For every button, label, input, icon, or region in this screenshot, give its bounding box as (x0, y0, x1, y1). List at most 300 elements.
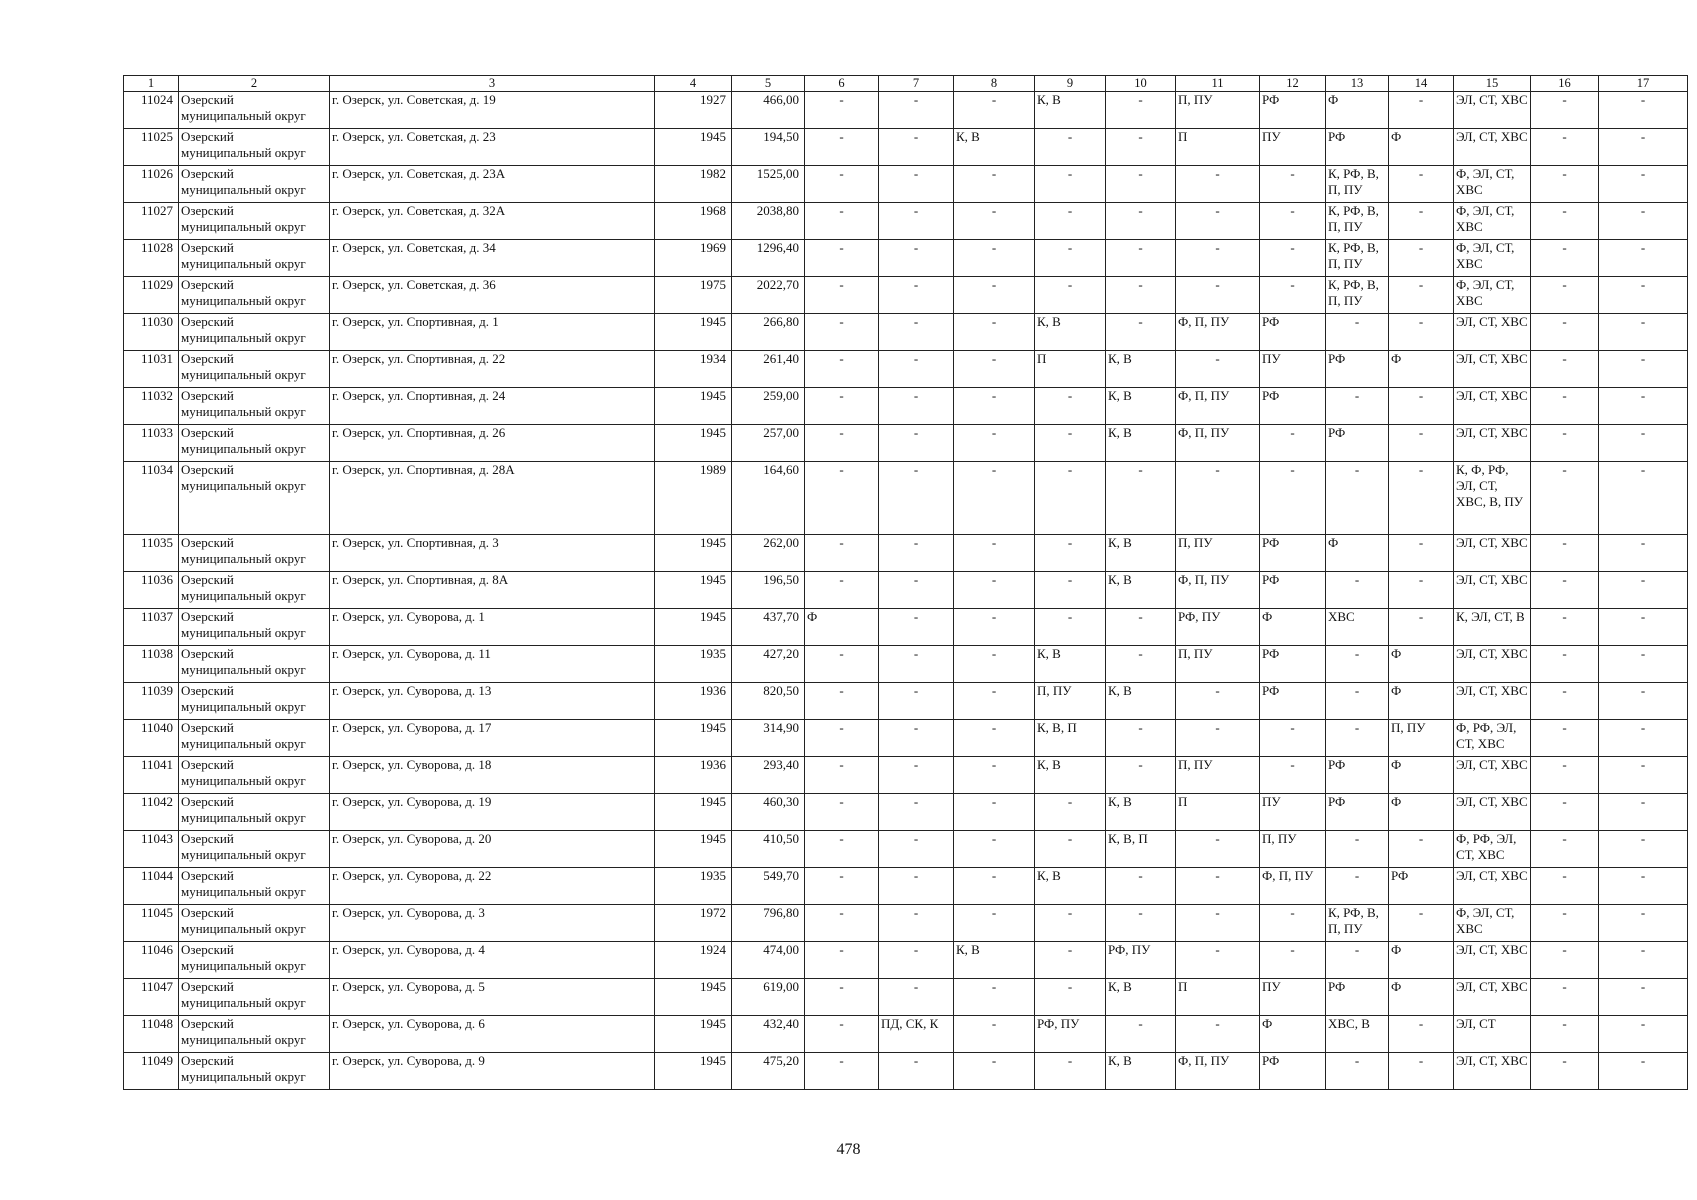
cell-col-13: РФ (1326, 757, 1389, 794)
cell-col-8: - (954, 388, 1035, 425)
cell-col-5: 432,40 (732, 1016, 805, 1053)
cell-col-8: - (954, 1016, 1035, 1053)
cell-col-3: г. Озерск, ул. Советская, д. 23 (330, 129, 655, 166)
cell-col-6: - (805, 277, 879, 314)
cell-col-12: Ф (1260, 1016, 1326, 1053)
cell-col-3: г. Озерск, ул. Суворова, д. 9 (330, 1053, 655, 1090)
cell-col-9: - (1035, 979, 1106, 1016)
cell-col-4: 1945 (655, 1016, 732, 1053)
cell-col-14: - (1389, 425, 1454, 462)
cell-col-13: - (1326, 388, 1389, 425)
cell-col-13: Ф (1326, 92, 1389, 129)
cell-col-11: Ф, П, ПУ (1176, 572, 1260, 609)
cell-col-12: - (1260, 462, 1326, 535)
cell-col-8: - (954, 535, 1035, 572)
cell-col-7: - (879, 351, 954, 388)
cell-col-13: ХВС, В (1326, 1016, 1389, 1053)
cell-col-7: - (879, 203, 954, 240)
cell-col-1: 11047 (124, 979, 179, 1016)
cell-col-8: - (954, 720, 1035, 757)
cell-col-13: - (1326, 868, 1389, 905)
cell-col-9: - (1035, 535, 1106, 572)
cell-col-16: - (1531, 277, 1599, 314)
cell-col-11: - (1176, 240, 1260, 277)
cell-col-10: К, В (1106, 388, 1176, 425)
column-header-13: 13 (1326, 76, 1389, 92)
cell-col-12: ПУ (1260, 351, 1326, 388)
cell-col-1: 11045 (124, 905, 179, 942)
cell-col-14: Ф (1389, 646, 1454, 683)
cell-col-5: 293,40 (732, 757, 805, 794)
cell-col-7: - (879, 794, 954, 831)
cell-col-6: - (805, 683, 879, 720)
cell-col-4: 1935 (655, 868, 732, 905)
cell-col-8: К, В (954, 129, 1035, 166)
table-row (124, 240, 1688, 277)
cell-col-14: - (1389, 462, 1454, 535)
cell-col-4: 1945 (655, 609, 732, 646)
cell-col-15: Ф, РФ, ЭЛ, СТ, ХВС (1454, 831, 1531, 868)
cell-col-15: Ф, ЭЛ, СТ, ХВС (1454, 277, 1531, 314)
cell-col-5: 427,20 (732, 646, 805, 683)
cell-col-12: РФ (1260, 92, 1326, 129)
cell-col-15: Ф, ЭЛ, СТ, ХВС (1454, 905, 1531, 942)
cell-col-12: РФ (1260, 683, 1326, 720)
cell-col-9: - (1035, 905, 1106, 942)
table-row (124, 646, 1688, 683)
cell-col-13: РФ (1326, 129, 1389, 166)
cell-col-5: 437,70 (732, 609, 805, 646)
cell-col-14: - (1389, 277, 1454, 314)
cell-col-1: 11030 (124, 314, 179, 351)
cell-col-9: - (1035, 831, 1106, 868)
cell-col-16: - (1531, 462, 1599, 535)
cell-col-1: 11037 (124, 609, 179, 646)
cell-col-15: Ф, ЭЛ, СТ, ХВС (1454, 166, 1531, 203)
cell-col-11: П (1176, 979, 1260, 1016)
cell-col-15: К, Ф, РФ, ЭЛ, СТ, ХВС, В, ПУ (1454, 462, 1531, 535)
cell-col-1: 11026 (124, 166, 179, 203)
cell-col-14: П, ПУ (1389, 720, 1454, 757)
table-row (124, 905, 1688, 942)
cell-col-7: - (879, 942, 954, 979)
cell-col-9: - (1035, 794, 1106, 831)
column-header-1: 1 (124, 76, 179, 92)
cell-col-13: РФ (1326, 979, 1389, 1016)
cell-col-10: - (1106, 868, 1176, 905)
column-header-14: 14 (1389, 76, 1454, 92)
cell-col-9: - (1035, 942, 1106, 979)
cell-col-16: - (1531, 1053, 1599, 1090)
cell-col-2: Озерский муниципальный округ (179, 942, 330, 979)
cell-col-14: - (1389, 905, 1454, 942)
cell-col-5: 820,50 (732, 683, 805, 720)
cell-col-17: - (1599, 425, 1688, 462)
cell-col-12: - (1260, 942, 1326, 979)
cell-col-17: - (1599, 277, 1688, 314)
cell-col-13: - (1326, 572, 1389, 609)
cell-col-12: ПУ (1260, 129, 1326, 166)
cell-col-9: - (1035, 277, 1106, 314)
cell-col-16: - (1531, 609, 1599, 646)
cell-col-2: Озерский муниципальный округ (179, 129, 330, 166)
cell-col-15: ЭЛ, СТ, ХВС (1454, 314, 1531, 351)
cell-col-1: 11033 (124, 425, 179, 462)
cell-col-1: 11046 (124, 942, 179, 979)
cell-col-13: К, РФ, В, П, ПУ (1326, 277, 1389, 314)
cell-col-12: Ф, П, ПУ (1260, 868, 1326, 905)
table-row (124, 462, 1688, 535)
cell-col-5: 619,00 (732, 979, 805, 1016)
cell-col-9: - (1035, 462, 1106, 535)
cell-col-13: К, РФ, В, П, ПУ (1326, 240, 1389, 277)
cell-col-11: РФ, ПУ (1176, 609, 1260, 646)
cell-col-13: РФ (1326, 794, 1389, 831)
cell-col-4: 1968 (655, 203, 732, 240)
column-header-10: 10 (1106, 76, 1176, 92)
cell-col-16: - (1531, 1016, 1599, 1053)
cell-col-11: - (1176, 277, 1260, 314)
cell-col-11: Ф, П, ПУ (1176, 425, 1260, 462)
cell-col-4: 1982 (655, 166, 732, 203)
table-row (124, 203, 1688, 240)
cell-col-6: - (805, 942, 879, 979)
cell-col-4: 1945 (655, 388, 732, 425)
cell-col-14: Ф (1389, 351, 1454, 388)
cell-col-15: Ф, ЭЛ, СТ, ХВС (1454, 203, 1531, 240)
cell-col-6: - (805, 646, 879, 683)
cell-col-9: К, В (1035, 757, 1106, 794)
cell-col-12: РФ (1260, 646, 1326, 683)
cell-col-15: ЭЛ, СТ, ХВС (1454, 646, 1531, 683)
cell-col-11: П (1176, 129, 1260, 166)
cell-col-13: Ф (1326, 535, 1389, 572)
cell-col-17: - (1599, 646, 1688, 683)
table-row (124, 92, 1688, 129)
cell-col-11: Ф, П, ПУ (1176, 314, 1260, 351)
table-row (124, 757, 1688, 794)
cell-col-6: - (805, 1053, 879, 1090)
cell-col-6: - (805, 572, 879, 609)
cell-col-12: РФ (1260, 535, 1326, 572)
table-row (124, 1053, 1688, 1090)
cell-col-5: 460,30 (732, 794, 805, 831)
cell-col-1: 11028 (124, 240, 179, 277)
cell-col-7: - (879, 240, 954, 277)
cell-col-6: - (805, 240, 879, 277)
cell-col-2: Озерский муниципальный округ (179, 831, 330, 868)
cell-col-16: - (1531, 129, 1599, 166)
cell-col-12: РФ (1260, 314, 1326, 351)
cell-col-16: - (1531, 757, 1599, 794)
cell-col-10: - (1106, 462, 1176, 535)
cell-col-13: - (1326, 1053, 1389, 1090)
cell-col-4: 1975 (655, 277, 732, 314)
cell-col-3: г. Озерск, ул. Спортивная, д. 3 (330, 535, 655, 572)
cell-col-15: К, ЭЛ, СТ, В (1454, 609, 1531, 646)
cell-col-4: 1945 (655, 831, 732, 868)
cell-col-9: К, В (1035, 314, 1106, 351)
cell-col-3: г. Озерск, ул. Спортивная, д. 28А (330, 462, 655, 535)
cell-col-2: Озерский муниципальный округ (179, 462, 330, 535)
cell-col-12: РФ (1260, 388, 1326, 425)
cell-col-10: К, В (1106, 979, 1176, 1016)
cell-col-12: - (1260, 905, 1326, 942)
cell-col-1: 11041 (124, 757, 179, 794)
cell-col-2: Озерский муниципальный округ (179, 203, 330, 240)
cell-col-2: Озерский муниципальный округ (179, 166, 330, 203)
cell-col-11: - (1176, 351, 1260, 388)
cell-col-10: - (1106, 905, 1176, 942)
cell-col-7: - (879, 388, 954, 425)
cell-col-12: РФ (1260, 1053, 1326, 1090)
cell-col-17: - (1599, 979, 1688, 1016)
cell-col-16: - (1531, 646, 1599, 683)
registry-table-sheet (123, 75, 1667, 1090)
cell-col-14: - (1389, 314, 1454, 351)
cell-col-7: ПД, СК, К (879, 1016, 954, 1053)
cell-col-1: 11034 (124, 462, 179, 535)
table-row (124, 535, 1688, 572)
cell-col-10: - (1106, 240, 1176, 277)
cell-col-7: - (879, 462, 954, 535)
table-row (124, 683, 1688, 720)
cell-col-13: - (1326, 646, 1389, 683)
cell-col-12: Ф (1260, 609, 1326, 646)
cell-col-5: 266,80 (732, 314, 805, 351)
cell-col-16: - (1531, 905, 1599, 942)
cell-col-10: - (1106, 609, 1176, 646)
cell-col-14: - (1389, 388, 1454, 425)
cell-col-14: - (1389, 1016, 1454, 1053)
cell-col-4: 1945 (655, 979, 732, 1016)
cell-col-10: - (1106, 720, 1176, 757)
cell-col-4: 1935 (655, 646, 732, 683)
cell-col-5: 1525,00 (732, 166, 805, 203)
cell-col-16: - (1531, 535, 1599, 572)
cell-col-7: - (879, 683, 954, 720)
cell-col-10: - (1106, 92, 1176, 129)
cell-col-3: г. Озерск, ул. Спортивная, д. 1 (330, 314, 655, 351)
cell-col-10: РФ, ПУ (1106, 942, 1176, 979)
cell-col-14: - (1389, 1053, 1454, 1090)
cell-col-4: 1934 (655, 351, 732, 388)
cell-col-10: К, В (1106, 351, 1176, 388)
cell-col-12: ПУ (1260, 794, 1326, 831)
column-header-8: 8 (954, 76, 1035, 92)
cell-col-10: К, В (1106, 572, 1176, 609)
cell-col-9: К, В (1035, 868, 1106, 905)
cell-col-16: - (1531, 388, 1599, 425)
cell-col-7: - (879, 314, 954, 351)
cell-col-1: 11049 (124, 1053, 179, 1090)
page-number: 478 (836, 1141, 861, 1158)
cell-col-4: 1945 (655, 794, 732, 831)
cell-col-7: - (879, 646, 954, 683)
cell-col-2: Озерский муниципальный округ (179, 351, 330, 388)
cell-col-10: - (1106, 166, 1176, 203)
cell-col-13: - (1326, 831, 1389, 868)
cell-col-17: - (1599, 129, 1688, 166)
cell-col-17: - (1599, 314, 1688, 351)
cell-col-13: - (1326, 720, 1389, 757)
cell-col-8: - (954, 1053, 1035, 1090)
cell-col-6: Ф (805, 609, 879, 646)
cell-col-4: 1924 (655, 942, 732, 979)
cell-col-15: ЭЛ, СТ, ХВС (1454, 92, 1531, 129)
cell-col-15: ЭЛ, СТ, ХВС (1454, 868, 1531, 905)
cell-col-12: ПУ (1260, 979, 1326, 1016)
cell-col-16: - (1531, 166, 1599, 203)
cell-col-7: - (879, 129, 954, 166)
cell-col-11: - (1176, 905, 1260, 942)
cell-col-5: 196,50 (732, 572, 805, 609)
cell-col-4: 1936 (655, 757, 732, 794)
cell-col-1: 11042 (124, 794, 179, 831)
cell-col-2: Озерский муниципальный округ (179, 277, 330, 314)
table-row (124, 979, 1688, 1016)
cell-col-12: - (1260, 203, 1326, 240)
cell-col-17: - (1599, 609, 1688, 646)
cell-col-7: - (879, 609, 954, 646)
cell-col-14: - (1389, 831, 1454, 868)
cell-col-9: - (1035, 388, 1106, 425)
cell-col-8: - (954, 609, 1035, 646)
cell-col-2: Озерский муниципальный округ (179, 757, 330, 794)
cell-col-16: - (1531, 979, 1599, 1016)
cell-col-6: - (805, 535, 879, 572)
table-row (124, 1016, 1688, 1053)
cell-col-14: - (1389, 166, 1454, 203)
column-header-15: 15 (1454, 76, 1531, 92)
cell-col-11: П, ПУ (1176, 92, 1260, 129)
cell-col-2: Озерский муниципальный округ (179, 868, 330, 905)
column-header-5: 5 (732, 76, 805, 92)
table-row (124, 166, 1688, 203)
cell-col-7: - (879, 868, 954, 905)
cell-col-10: - (1106, 277, 1176, 314)
cell-col-2: Озерский муниципальный округ (179, 905, 330, 942)
cell-col-8: - (954, 462, 1035, 535)
cell-col-13: - (1326, 462, 1389, 535)
cell-col-14: Ф (1389, 794, 1454, 831)
cell-col-4: 1989 (655, 462, 732, 535)
cell-col-7: - (879, 277, 954, 314)
cell-col-7: - (879, 1053, 954, 1090)
cell-col-1: 11040 (124, 720, 179, 757)
cell-col-6: - (805, 388, 879, 425)
cell-col-11: - (1176, 203, 1260, 240)
cell-col-7: - (879, 92, 954, 129)
table-row (124, 942, 1688, 979)
column-header-7: 7 (879, 76, 954, 92)
cell-col-13: К, РФ, В, П, ПУ (1326, 905, 1389, 942)
cell-col-14: Ф (1389, 129, 1454, 166)
cell-col-9: К, В, П (1035, 720, 1106, 757)
cell-col-2: Озерский муниципальный округ (179, 572, 330, 609)
cell-col-3: г. Озерск, ул. Суворова, д. 1 (330, 609, 655, 646)
cell-col-9: - (1035, 1053, 1106, 1090)
cell-col-5: 194,50 (732, 129, 805, 166)
cell-col-11: - (1176, 868, 1260, 905)
cell-col-16: - (1531, 203, 1599, 240)
cell-col-8: - (954, 203, 1035, 240)
cell-col-3: г. Озерск, ул. Суворова, д. 5 (330, 979, 655, 1016)
cell-col-11: Ф, П, ПУ (1176, 388, 1260, 425)
cell-col-15: ЭЛ, СТ, ХВС (1454, 794, 1531, 831)
cell-col-1: 11044 (124, 868, 179, 905)
cell-col-1: 11039 (124, 683, 179, 720)
cell-col-3: г. Озерск, ул. Советская, д. 19 (330, 92, 655, 129)
cell-col-5: 261,40 (732, 351, 805, 388)
cell-col-14: РФ (1389, 868, 1454, 905)
cell-col-10: - (1106, 757, 1176, 794)
cell-col-16: - (1531, 794, 1599, 831)
cell-col-9: К, В (1035, 646, 1106, 683)
cell-col-5: 549,70 (732, 868, 805, 905)
cell-col-6: - (805, 203, 879, 240)
cell-col-3: г. Озерск, ул. Суворова, д. 20 (330, 831, 655, 868)
cell-col-7: - (879, 535, 954, 572)
cell-col-6: - (805, 351, 879, 388)
cell-col-6: - (805, 462, 879, 535)
cell-col-15: ЭЛ, СТ, ХВС (1454, 129, 1531, 166)
cell-col-4: 1945 (655, 535, 732, 572)
cell-col-15: ЭЛ, СТ (1454, 1016, 1531, 1053)
table-body (124, 92, 1688, 1090)
cell-col-2: Озерский муниципальный округ (179, 609, 330, 646)
cell-col-15: ЭЛ, СТ, ХВС (1454, 942, 1531, 979)
cell-col-14: Ф (1389, 683, 1454, 720)
cell-col-6: - (805, 757, 879, 794)
cell-col-8: - (954, 240, 1035, 277)
cell-col-17: - (1599, 462, 1688, 535)
cell-col-14: Ф (1389, 979, 1454, 1016)
cell-col-15: Ф, РФ, ЭЛ, СТ, ХВС (1454, 720, 1531, 757)
cell-col-5: 257,00 (732, 425, 805, 462)
cell-col-10: К, В (1106, 1053, 1176, 1090)
cell-col-6: - (805, 720, 879, 757)
cell-col-9: - (1035, 425, 1106, 462)
column-header-12: 12 (1260, 76, 1326, 92)
cell-col-14: - (1389, 572, 1454, 609)
cell-col-8: - (954, 683, 1035, 720)
cell-col-15: ЭЛ, СТ, ХВС (1454, 425, 1531, 462)
cell-col-3: г. Озерск, ул. Суворова, д. 13 (330, 683, 655, 720)
cell-col-5: 2022,70 (732, 277, 805, 314)
cell-col-12: - (1260, 720, 1326, 757)
cell-col-15: ЭЛ, СТ, ХВС (1454, 351, 1531, 388)
cell-col-6: - (805, 314, 879, 351)
cell-col-5: 474,00 (732, 942, 805, 979)
cell-col-8: - (954, 831, 1035, 868)
cell-col-12: РФ (1260, 572, 1326, 609)
column-header-16: 16 (1531, 76, 1599, 92)
cell-col-3: г. Озерск, ул. Советская, д. 32А (330, 203, 655, 240)
cell-col-10: - (1106, 314, 1176, 351)
cell-col-2: Озерский муниципальный округ (179, 646, 330, 683)
cell-col-3: г. Озерск, ул. Спортивная, д. 26 (330, 425, 655, 462)
cell-col-11: П, ПУ (1176, 646, 1260, 683)
cell-col-16: - (1531, 720, 1599, 757)
cell-col-7: - (879, 757, 954, 794)
cell-col-3: г. Озерск, ул. Спортивная, д. 22 (330, 351, 655, 388)
cell-col-11: - (1176, 462, 1260, 535)
cell-col-16: - (1531, 92, 1599, 129)
cell-col-2: Озерский муниципальный округ (179, 1016, 330, 1053)
cell-col-9: - (1035, 609, 1106, 646)
cell-col-8: - (954, 351, 1035, 388)
